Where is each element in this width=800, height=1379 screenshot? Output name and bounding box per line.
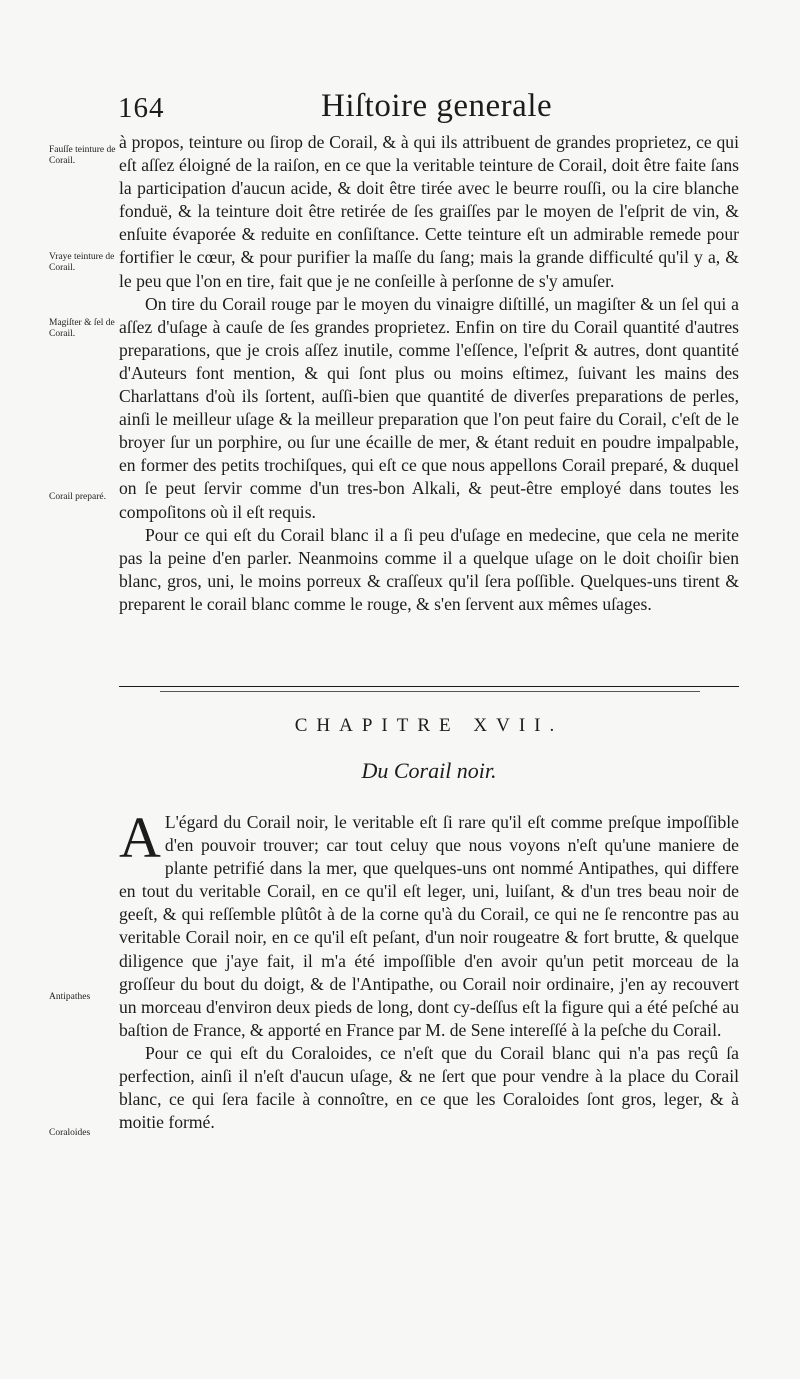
paragraph-with-dropcap: [119, 805, 739, 1042]
margin-note-coraloides: Coraloides: [49, 1128, 91, 1138]
running-title: Hiſtoire generale: [321, 88, 553, 124]
drop-cap: A: [119, 805, 161, 870]
chapter-heading: CHAPITRE XVII.: [294, 715, 564, 736]
margin-note-magister: Magiſter & ſel de Corail.: [49, 318, 115, 339]
margin-note-corail-prepare: Corail preparé.: [49, 492, 106, 502]
margin-note-antipathes: Antipathes: [49, 992, 91, 1002]
page-number: 164: [118, 92, 165, 124]
margin-note-fausse-teinture: Fauſſe teinture de Corail.: [49, 145, 116, 166]
body-text-section-2: [119, 805, 739, 1134]
paragraph: Pour ce qui eſt du Corail blanc il a ſi peu d'uſage en medecine, que cela ne merite pas la peine d'en parler. Neanmoins comme il a quelque uſage on le doit choiſir bien blanc, gros, uni, le moins porreux & craſſeux qu'il ſera poſſible. Quelques-uns tirent & preparent le corail blanc comme le rouge, & s'en ſervent aux mêmes uſages.: [119, 524, 739, 614]
section-divider-secondary: [160, 691, 700, 692]
paragraph: On tire du Corail rouge par le moyen du vinaigre diſtillé, un magiſter & un ſel qui a aſſez d'uſage à cauſe de ſes grandes proprietez. Enfin on tire du Corail quantité d'autres preparations, que je crois aſſez inutile, comme l'eſſence, l'eſprit & autres, dont quantité d'Auteurs font mention, & qui ſont plus ou moins eſtimez, ſuivant les mains des Charlattans d'où ils ſortent, auſſi-bien que quantité de diverſes preparations de perles, ainſi le meilleur uſage & la meilleur preparation que l'on peut faire du Corail, c'eſt de le broyer ſur un porphire, ou ſur une écaille de mer, & étant reduit en poudre impalpable, en former des petits trochiſques, qui eſt ce que nous appellons Corail preparé, & duquel on ſe peut ſervir comme d'un tres-bon Alkali, & peut-être employé dans toutes les compoſitons où il eſt requis.: [119, 293, 739, 522]
paragraph: Pour ce qui eſt du Coraloides, ce n'eſt que du Corail blanc qui n'a pas reçû ſa perfection, ainſi il n'eſt d'aucun uſage, & ne ſert que pour vendre à la place du Corail blanc, ce qui ſera facile à connoître, en ce que les Coraloides ſont gros, leger, & à moitie formé.: [119, 1042, 739, 1133]
section-divider: [119, 686, 739, 687]
paragraph-text: L'égard du Corail noir, le veritable eſt ſi rare qu'il eſt comme preſque impoſſible d'en pouvoir trouver; car tout celuy que nous voyons n'eſt qu'une maniere de plante petrifié dans la mer, que quelques-uns ont nommé Antipathes, qui differe en tout du veritable Corail, en ce qu'il eſt leger, uni, luiſant, & d'un tres beau noir de geeſt, & qui reſſemble plûtôt à de la corne qu'à du Corail, ce qui ne ſe rencontre pas au veritable Corail noir, en ce qu'il eſt peſant, d'un noir rougeatre & fort brutte, & quelque diligence que j'aye fait, il m'a été impoſſible d'en avoir qu'un petit morceau de la groſſeur du bout du doigt, & de l'Antipathe, ou Corail noir ordinaire, j'en ay recouvert un morceau d'environ deux pieds de long, dont cy-deſſus eſt la figure qui a été peſché au baſtion de France, & apporté en France par M. de Sene intereſſé à la peſche du Corail.: [119, 812, 739, 1040]
paragraph: à propos, teinture ou ſirop de Corail, & à qui ils attribuent de grandes proprietez, ce qui eſt aſſez éloigné de la raiſon, en ce que la veritable teinture de Corail, doit être faite ſans la participation d'aucun acide, & doit être tirée avec le beurre rouſſi, ou la cire blanche fonduë, & la teinture doit être retirée de ſes graiſſes par le moyen de l'eſprit de vin, & enſuite évaporée & reduite en conſiſtance. Cette teinture eſt un admirable remede pour fortifier le cœur, & pour purifier la maſſe du ſang; mais la grande difficulté qu'il y a, & le peu que l'on en tire, fait que je ne conſeille à perſonne de s'y amuſer.: [119, 132, 739, 291]
chapter-subtitle: Du Corail noir.: [361, 758, 497, 783]
page-header: [118, 88, 738, 128]
body-text-section-1: [119, 131, 739, 616]
margin-note-vraye-teinture: Vraye teinture de Corail.: [49, 252, 115, 273]
